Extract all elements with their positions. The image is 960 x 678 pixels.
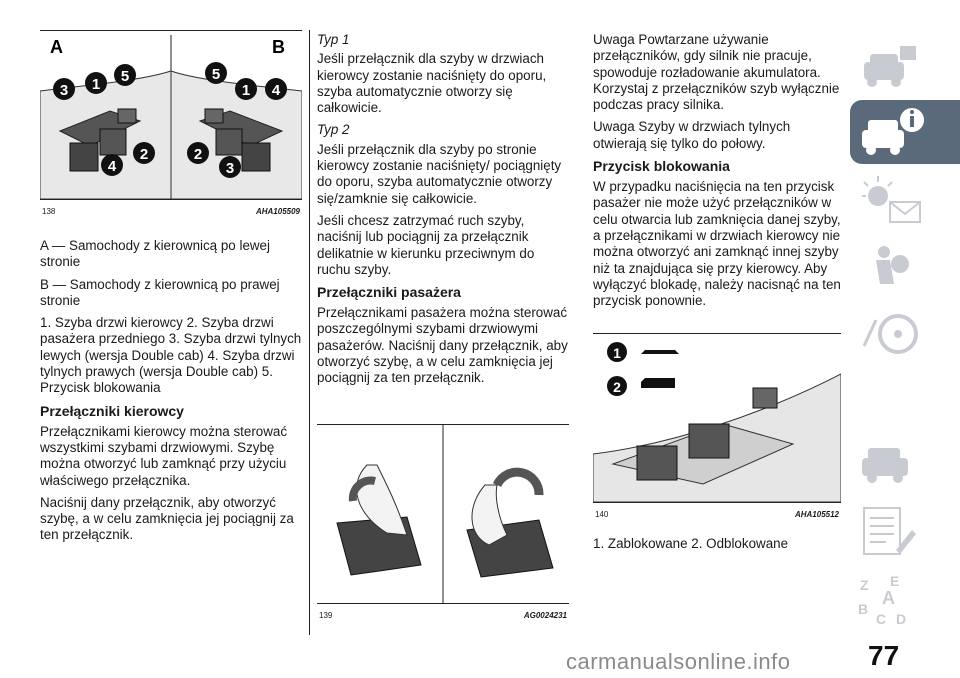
callout: 5 (120, 68, 130, 85)
car-info-icon (850, 100, 930, 164)
callout: 5 (211, 66, 221, 83)
paragraph: Jeśli chcesz zatrzymać ruch szyby, naciśnij lub pociągnij za przełącznik delikatnie w kierunku przeciwnym do ruchu szyby. (317, 212, 535, 277)
type-label: Typ 2 (317, 122, 350, 138)
figure-139 (317, 424, 569, 620)
paragraph: B — Samochody z kierownicą po prawej stronie (40, 276, 280, 308)
figure-140-caption (593, 507, 841, 519)
locked-state-icon (641, 350, 679, 354)
legend-paragraph: 1. Szyba drzwi kierowcy 2. Szyba drzwi pasażera przedniego 3. Szyba drzwi tylnych lewych (wersja Double cab) 4. Szyba drzwi tylnych prawych (wersja Double cab) 5. Przycisk blokowania (40, 315, 302, 396)
column-2-text (317, 32, 569, 393)
svg-text:Z: Z (860, 577, 869, 593)
airbag-icon (850, 238, 930, 298)
tab-airbag[interactable] (850, 238, 960, 298)
figure-138-caption (40, 204, 302, 216)
paragraph: Przełącznikami kierowcy można sterować wszystkimi szybami drzwiowymi. Szybę można otworzyć lub zamknąć przy użyciu właściwego przełącznika. (40, 423, 288, 488)
note-paragraph: Uwaga Szyby w drzwiach tylnych otwierają się tylko do połowy. (593, 119, 791, 151)
fig138-label-a: A (50, 37, 63, 57)
figure-140-illustration (593, 334, 841, 502)
svg-text:E: E (890, 573, 900, 589)
tab-maintenance[interactable] (850, 500, 960, 564)
figure-138 (40, 30, 302, 216)
watermark: carmanualsonline.info (566, 649, 791, 674)
callout: 3 (59, 82, 69, 99)
svg-text:B: B (858, 601, 869, 617)
callout: 1 (91, 76, 101, 93)
callout: 2 (139, 146, 149, 163)
paragraph: Przełącznikami pasażera można sterować poszczególnymi szybami drzwiowymi pasażerów. Naciśnij dany przełącznik, aby otworzyć szybę, a w celu zamknięcia jej pociągnij za ten przełącznik. (317, 305, 568, 386)
tab-index[interactable] (850, 568, 960, 632)
section-heading: Przełączniki kierowcy (40, 402, 184, 419)
svg-text:D: D (896, 611, 907, 627)
breakdown-car-icon (850, 434, 930, 494)
paragraph: Jeśli przełącznik dla szyby po stronie kierowcy zostanie naciśnięty/ pociągnięty do oporu, szyba automatycznie otworzy się/zamknie się całkowicie. (317, 141, 562, 206)
tab-breakdown[interactable] (850, 434, 960, 494)
tab-steering-wheel[interactable] (850, 302, 960, 366)
column-divider (309, 30, 310, 635)
figure-138-illustration (40, 31, 302, 199)
fig-code: AHA105512 (794, 510, 839, 519)
fig140-callout-1: 1 (613, 345, 621, 361)
column-3-text (593, 32, 841, 315)
paragraph: A — Samochody z kierownicą po lewej stronie (40, 238, 270, 270)
paragraph: Naciśnij dany przełącznik, aby otworzyć szybę, a w celu zamknięcia jej pociągnij za ten przełącznik. (40, 494, 294, 543)
svg-text:C: C (876, 611, 887, 627)
type-label: Typ 1 (317, 32, 350, 47)
column-1-text (40, 238, 302, 550)
fig-code: AG0024231 (523, 611, 567, 620)
fig-number: 140 (595, 510, 609, 519)
figure-140-legend: 1. Zablokowane 2. Odblokowane (593, 536, 789, 551)
page-number: 77 (868, 640, 900, 671)
callout: 3 (225, 160, 235, 177)
svg-text:A: A (882, 588, 895, 608)
paragraph: W przypadku naciśnięcia na ten przycisk pasażer nie może użyć przełączników w celu otwarcia lub zamknięcia danej szyby, a przełącznikami w drzwiach kierowcy nie można otworzyć ani zamknąć innej szyby niż ta znajdująca się przy kierowcy. Aby wyłączyć blokadę, należy nacisnąć na ten przycisk ponownie. (593, 179, 841, 309)
column-1 (40, 0, 302, 543)
tab-car-dashboard[interactable] (850, 36, 960, 96)
figure-140 (593, 333, 841, 519)
figure-139-illustration (317, 425, 569, 603)
car-dashboard-icon (850, 36, 930, 96)
fig140-callout-2: 2 (613, 379, 621, 395)
tab-car-info[interactable] (850, 100, 960, 164)
fig-code: AHA105509 (255, 207, 300, 216)
callout: 1 (241, 82, 251, 99)
section-heading: Przełączniki pasażera (317, 284, 461, 301)
note-paragraph: Uwaga Powtarzane używanie przełączników, gdy silnik nie pracuje, spowoduje rozładowanie akumulatora. Korzystaj z przełączników szyb wyłącznie podczas pracy silnika. (593, 32, 840, 113)
paragraph: Jeśli przełącznik dla szyby w drzwiach kierowcy zostanie naciśnięty do oporu, szyba automatycznie otworzy się całkowicie. (317, 51, 547, 116)
maintenance-list-icon (850, 500, 930, 564)
unlocked-state-icon (641, 378, 675, 388)
index-abc-icon (850, 568, 930, 632)
fig-number: 138 (42, 207, 56, 216)
fig138-label-b: B (272, 37, 285, 57)
callout: 2 (193, 146, 203, 163)
tab-warning-lights[interactable] (850, 170, 960, 232)
figure-139-caption (317, 608, 569, 620)
callout: 4 (271, 82, 281, 99)
warning-lights-icon (850, 170, 930, 232)
section-heading: Przycisk blokowania (593, 158, 730, 175)
steering-wheel-icon (850, 302, 930, 366)
callout: 4 (107, 158, 117, 175)
fig-number: 139 (319, 611, 333, 620)
